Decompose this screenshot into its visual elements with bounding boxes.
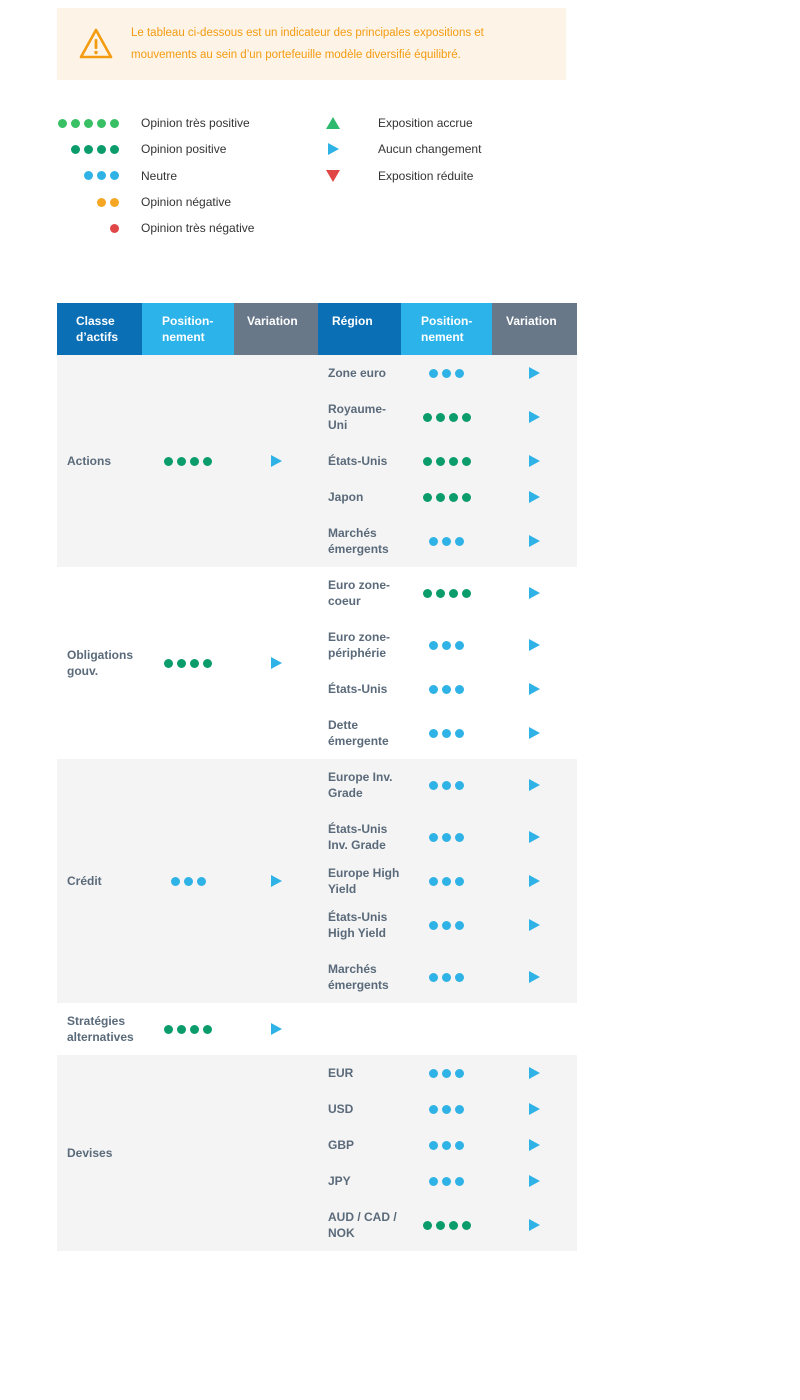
opinion-dot [442, 877, 451, 886]
triangle-right-icon [529, 587, 540, 599]
asset-class-name: Crédit [67, 874, 102, 888]
opinion-dot [449, 589, 458, 598]
opinion-dot [449, 1221, 458, 1230]
table-row [318, 619, 577, 671]
opinion-dot [455, 729, 464, 738]
asset-class-positioning [142, 567, 234, 759]
opinion-dot [71, 119, 80, 128]
opinion-dot [442, 833, 451, 842]
opinion-dot [455, 973, 464, 982]
opinion-dot [442, 973, 451, 982]
region-positioning [401, 811, 492, 863]
exposure-legend [318, 110, 558, 189]
region-variation [492, 515, 577, 567]
opinion-dot [442, 1105, 451, 1114]
asset-class-name: Devises [67, 1146, 113, 1160]
region-name: Dette émergente [328, 718, 389, 748]
region-name: JPY [328, 1174, 351, 1188]
asset-class-variation [234, 1003, 318, 1055]
region-variation [492, 1199, 577, 1251]
region-rows [318, 567, 577, 759]
triangle-right-icon [529, 455, 540, 467]
opinion-dot [442, 685, 451, 694]
region-positioning [401, 1163, 492, 1199]
asset-class-positioning [142, 355, 234, 567]
triangle-right-icon [529, 727, 540, 739]
table-row [318, 863, 577, 899]
opinion-dot [462, 457, 471, 466]
triangle-up-icon [326, 117, 340, 129]
opinion-dot [462, 589, 471, 598]
table-row [318, 671, 577, 707]
triangle-right-icon [529, 779, 540, 791]
region-positioning [401, 355, 492, 391]
asset-class-variation [234, 355, 318, 567]
region-name: USD [328, 1102, 354, 1116]
legend-item [57, 215, 297, 241]
region-positioning [401, 863, 492, 899]
opinion-dot [110, 198, 119, 207]
region-positioning [401, 567, 492, 619]
opinion-dot [429, 537, 438, 546]
region-name: GBP [328, 1138, 355, 1152]
legend-item [318, 163, 558, 189]
region-rows [318, 1003, 577, 1055]
opinion-dot [442, 729, 451, 738]
opinion-dot [177, 659, 186, 668]
opinion-dot [429, 1069, 438, 1078]
opinion-dot [423, 493, 432, 502]
region-variation [492, 391, 577, 443]
table-group [57, 1055, 577, 1251]
opinion-dot [203, 659, 212, 668]
opinion-dot [177, 1025, 186, 1034]
triangle-right-icon [529, 683, 540, 695]
region-variation [492, 1055, 577, 1091]
table-row [318, 1163, 577, 1199]
opinion-dot [97, 171, 106, 180]
region-variation [492, 951, 577, 1003]
opinion-dots [57, 171, 121, 180]
region-name: Royaume-Uni [328, 402, 387, 432]
opinion-dot [436, 457, 445, 466]
region-variation [492, 567, 577, 619]
legend-label: Opinion négative [141, 195, 232, 210]
triangle-right-icon [529, 1139, 540, 1151]
triangle-down-icon [326, 170, 340, 182]
opinion-dot [203, 457, 212, 466]
opinion-dot [164, 457, 173, 466]
triangle-right-icon [529, 411, 540, 423]
opinion-dots [57, 119, 121, 128]
region-variation [492, 619, 577, 671]
asset-class-variation [234, 759, 318, 1003]
opinion-dot [171, 877, 180, 886]
triangle-right-icon [529, 875, 540, 887]
header-variation: Variation [234, 303, 318, 355]
region-variation [492, 671, 577, 707]
table-row [318, 899, 577, 951]
asset-class-variation [234, 567, 318, 759]
table-row [318, 811, 577, 863]
opinion-dot [429, 369, 438, 378]
table-group [57, 355, 577, 567]
region-variation [492, 479, 577, 515]
region-variation [492, 1091, 577, 1127]
table-body [57, 355, 577, 1251]
triangle-right-icon [271, 875, 282, 887]
legend-item [318, 110, 558, 136]
opinion-dot [429, 973, 438, 982]
region-name: Euro zone-périphérie [328, 630, 390, 660]
legend-item [57, 136, 297, 162]
region-positioning [401, 671, 492, 707]
opinion-dot [455, 641, 464, 650]
opinion-dot [110, 224, 119, 233]
info-notice [57, 8, 566, 80]
region-variation [492, 443, 577, 479]
legend-item [57, 189, 297, 215]
region-name: EUR [328, 1066, 354, 1080]
opinion-dot [84, 145, 93, 154]
triangle-right-icon [271, 657, 282, 669]
opinion-dot [184, 877, 193, 886]
exposure-symbol [318, 143, 348, 155]
opinion-dot [429, 921, 438, 930]
region-name: Japon [328, 490, 364, 504]
triangle-right-icon [529, 1219, 540, 1231]
opinion-dots [57, 224, 121, 233]
triangle-right-icon [529, 831, 540, 843]
asset-class-name: Actions [67, 454, 112, 468]
opinion-dot [110, 119, 119, 128]
region-positioning [401, 1055, 492, 1091]
table-row [318, 443, 577, 479]
opinion-dot [97, 119, 106, 128]
region-name: Europe High Yield [328, 866, 400, 896]
region-name: États-Unis Inv. Grade [328, 822, 388, 852]
table-row [318, 515, 577, 567]
triangle-right-icon [271, 455, 282, 467]
region-rows [318, 355, 577, 567]
warning-icon [79, 27, 113, 61]
region-positioning [401, 391, 492, 443]
exposure-symbol [318, 170, 348, 182]
region-variation [492, 899, 577, 951]
opinion-dot [442, 537, 451, 546]
opinion-dot [462, 413, 471, 422]
table-group [57, 1003, 577, 1055]
asset-class-name: Stratégies alternatives [67, 1014, 134, 1044]
region-variation [492, 863, 577, 899]
opinion-dot [110, 171, 119, 180]
opinion-dot [442, 781, 451, 790]
opinion-dot [455, 1141, 464, 1150]
opinion-dots [57, 198, 121, 207]
opinion-dot [449, 493, 458, 502]
triangle-right-icon [529, 1103, 540, 1115]
region-variation [492, 811, 577, 863]
opinion-dot [423, 589, 432, 598]
header-asset-class: Classe d’actifs [57, 303, 142, 355]
opinion-dot [429, 833, 438, 842]
triangle-right-icon [529, 919, 540, 931]
triangle-right-icon [328, 143, 339, 155]
opinion-dot [455, 1177, 464, 1186]
opinion-dot [84, 171, 93, 180]
opinion-dot [455, 833, 464, 842]
opinion-dot [449, 457, 458, 466]
table-row [318, 479, 577, 515]
region-variation [492, 1127, 577, 1163]
region-variation [492, 355, 577, 391]
region-rows [318, 759, 577, 1003]
asset-class-variation [234, 1055, 318, 1251]
asset-class-name: Obligations gouv. [67, 648, 133, 678]
opinion-dot [203, 1025, 212, 1034]
asset-class-positioning [142, 1003, 234, 1055]
opinion-dot [436, 1221, 445, 1230]
region-positioning [401, 1091, 492, 1127]
triangle-right-icon [529, 535, 540, 547]
legend-label: Neutre [141, 168, 178, 183]
opinion-dot [442, 641, 451, 650]
opinion-dot [197, 877, 206, 886]
opinion-dot [58, 119, 67, 128]
triangle-right-icon [529, 491, 540, 503]
opinion-legend [57, 110, 297, 241]
opinion-dot [429, 1105, 438, 1114]
asset-class-positioning [142, 1055, 234, 1251]
region-positioning [401, 515, 492, 567]
legend-label: Exposition réduite [378, 168, 474, 183]
triangle-right-icon [529, 367, 540, 379]
opinion-dot [455, 369, 464, 378]
triangle-right-icon [529, 971, 540, 983]
region-positioning [401, 759, 492, 811]
opinion-dot [190, 1025, 199, 1034]
opinion-dot [429, 729, 438, 738]
region-name: États-Unis High Yield [328, 910, 388, 940]
table-row [318, 1199, 577, 1251]
table-row [318, 567, 577, 619]
legend-label: Opinion très négative [141, 221, 255, 236]
opinion-dot [436, 413, 445, 422]
triangle-right-icon [529, 1067, 540, 1079]
legend-label: Exposition accrue [378, 116, 473, 131]
header-region: Région [318, 303, 401, 355]
table-group [57, 759, 577, 1003]
opinion-dot [455, 781, 464, 790]
opinion-dot [462, 1221, 471, 1230]
opinion-dot [177, 457, 186, 466]
legend-label: Aucun changement [378, 142, 482, 157]
region-name: Marchés émergents [328, 962, 389, 992]
opinion-dot [429, 781, 438, 790]
opinion-dot [455, 1105, 464, 1114]
opinion-dot [190, 457, 199, 466]
opinion-dot [442, 1177, 451, 1186]
table-header [57, 303, 577, 355]
opinion-dot [423, 413, 432, 422]
allocation-table [57, 303, 577, 1251]
opinion-dot [455, 1069, 464, 1078]
region-positioning [401, 1127, 492, 1163]
region-name: Marchés émergents [328, 526, 389, 556]
region-variation [492, 707, 577, 759]
header-region-positioning: Position-nement [401, 303, 492, 355]
opinion-dot [429, 685, 438, 694]
legend-item [318, 136, 558, 162]
table-row [318, 1055, 577, 1091]
opinion-dot [97, 145, 106, 154]
opinion-dot [436, 493, 445, 502]
opinion-dot [455, 921, 464, 930]
opinion-dot [436, 589, 445, 598]
opinion-dot [429, 1177, 438, 1186]
opinion-dot [429, 1141, 438, 1150]
opinion-dot [455, 537, 464, 546]
opinion-dot [455, 877, 464, 886]
opinion-dot [71, 145, 80, 154]
region-name: AUD / CAD / NOK [328, 1210, 397, 1240]
region-positioning [401, 1199, 492, 1251]
asset-class-positioning [142, 759, 234, 1003]
region-variation [492, 1163, 577, 1199]
region-positioning [401, 899, 492, 951]
opinion-dot [110, 145, 119, 154]
region-positioning [401, 707, 492, 759]
opinion-dot [164, 659, 173, 668]
opinion-dot [449, 413, 458, 422]
header-region-variation: Variation [492, 303, 577, 355]
opinion-dot [429, 877, 438, 886]
opinion-dot [462, 493, 471, 502]
table-row [318, 391, 577, 443]
table-row [318, 707, 577, 759]
opinion-dot [442, 1141, 451, 1150]
opinion-dot [84, 119, 93, 128]
legend-label: Opinion très positive [141, 116, 250, 131]
region-name: Euro zone-coeur [328, 578, 390, 608]
triangle-right-icon [529, 1175, 540, 1187]
region-variation [492, 759, 577, 811]
region-rows [318, 1055, 577, 1251]
region-positioning [401, 619, 492, 671]
opinion-dots [57, 145, 121, 154]
opinion-dot [423, 1221, 432, 1230]
opinion-dot [442, 921, 451, 930]
triangle-right-icon [529, 639, 540, 651]
region-name: États-Unis [328, 454, 388, 468]
legend-item [57, 110, 297, 136]
triangle-right-icon [271, 1023, 282, 1035]
table-group [57, 567, 577, 759]
opinion-dot [455, 685, 464, 694]
opinion-dot [164, 1025, 173, 1034]
table-row [318, 1091, 577, 1127]
region-positioning [401, 951, 492, 1003]
header-positioning: Position-nement [142, 303, 234, 355]
table-row [318, 951, 577, 1003]
opinion-dot [97, 198, 106, 207]
table-row [318, 759, 577, 811]
table-row [318, 1127, 577, 1163]
legend-label: Opinion positive [141, 142, 227, 157]
opinion-dot [429, 641, 438, 650]
exposure-symbol [318, 117, 348, 129]
opinion-dot [442, 1069, 451, 1078]
table-row [318, 355, 577, 391]
notice-text: Le tableau ci-dessous est un indicateur des principales expositions et mouvements au sein d’un portefeuille modèle diversifié équilibré. [131, 27, 484, 61]
region-name: Europe Inv. Grade [328, 770, 393, 800]
region-name: Zone euro [328, 366, 387, 380]
opinion-dot [423, 457, 432, 466]
region-positioning [401, 443, 492, 479]
region-positioning [401, 479, 492, 515]
opinion-dot [190, 659, 199, 668]
legend-item [57, 163, 297, 189]
region-name: États-Unis [328, 682, 388, 696]
opinion-dot [442, 369, 451, 378]
